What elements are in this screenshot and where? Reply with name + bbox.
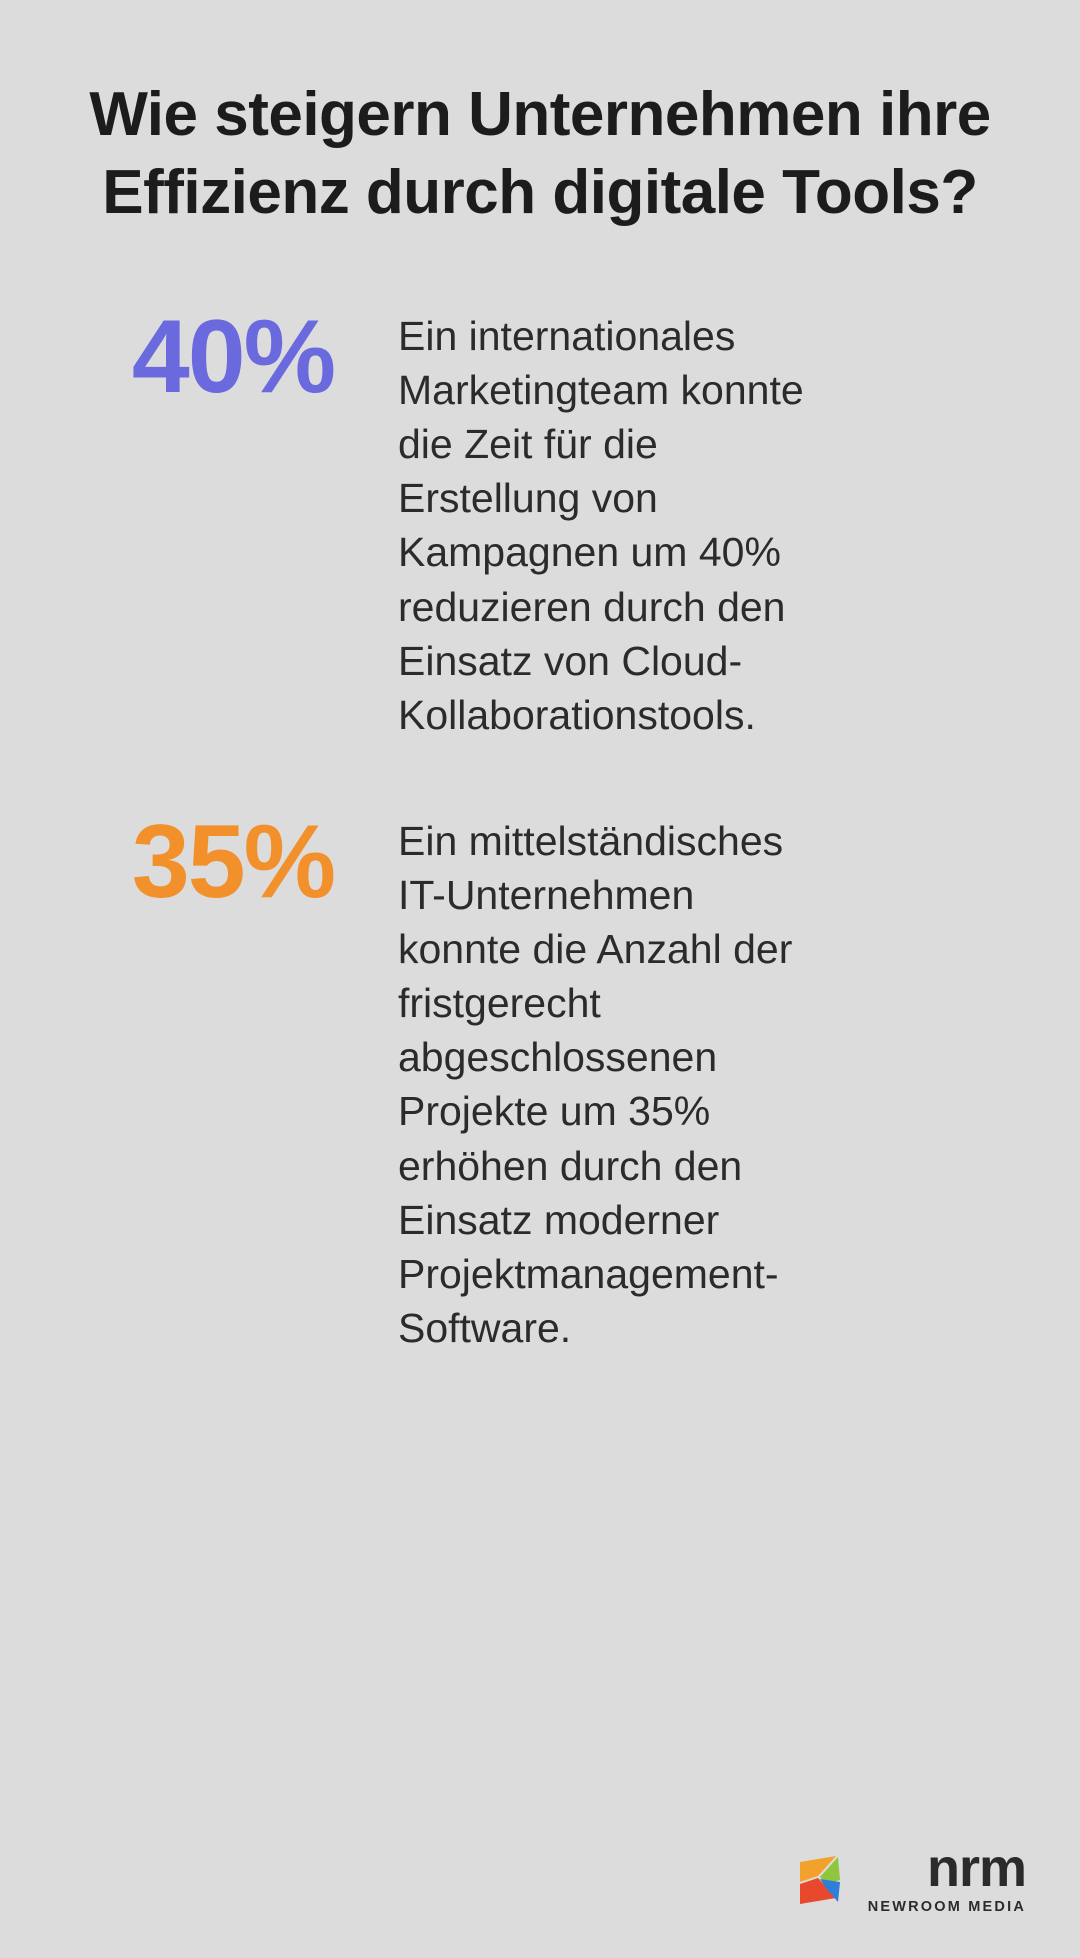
stat-description: Ein internationales Marketingteam konnte die Zeit für die Erstellung von Kampagnen um 40% reduzieren durch den Einsatz von Cloud-Kollaborationstools. (398, 313, 804, 738)
stat-value: 35% (131, 803, 335, 920)
list-item (68, 803, 1024, 1355)
stat-value: 40% (131, 299, 335, 415)
nrm-logo-icon (796, 1852, 858, 1914)
brand-logo (796, 1837, 1026, 1915)
logo-text (867, 1837, 1026, 1915)
page-title: Wie steigern Unternehmen ihre Effizienz durch digitale Tools? (89, 80, 991, 227)
stat-description: Ein mittelständisches IT-Unternehmen konnte die Anzahl der fristgerecht abgeschlossenen Projekte um 35% erhöhen durch den Einsatz moderner Projektmanagement-Software. (398, 817, 793, 1351)
logo-wordmark: nrm (926, 1837, 1026, 1898)
list-item (68, 299, 1024, 742)
statistics-list (56, 299, 1024, 1355)
logo-subtitle: NEWROOM MEDIA (867, 1898, 1026, 1915)
